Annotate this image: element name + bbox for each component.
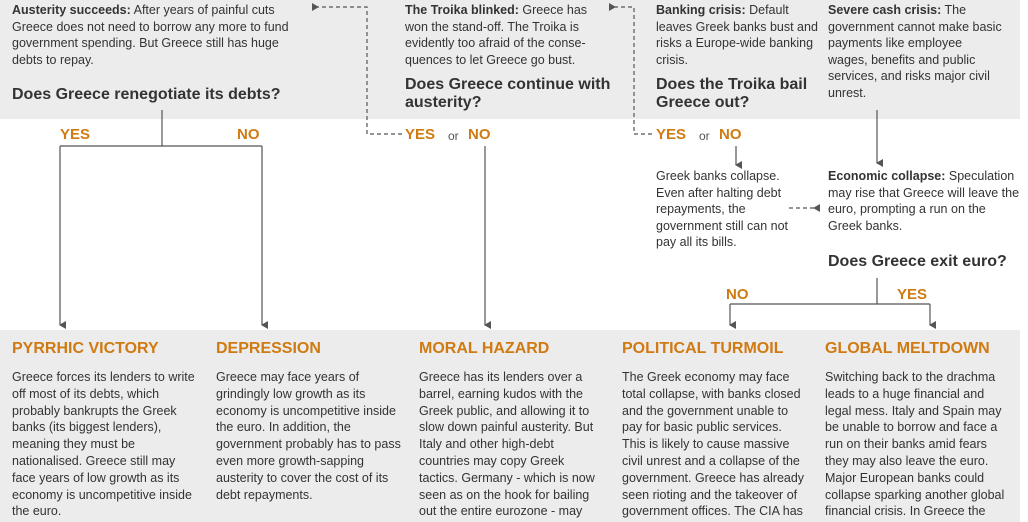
economic-collapse-text: Economic collapse: Speculation may rise that Greece will leave the euro, prompting a run on the Greek banks. xyxy=(828,169,1020,233)
austerity-yes: YES xyxy=(405,126,436,143)
banking-crisis-text: Banking crisis: Default leaves Greek banks bust and risks a Europe-wide banking crisis. xyxy=(656,3,818,67)
outcome-title-political-turmoil: POLITICAL TURMOIL xyxy=(622,340,784,357)
exit-yes: YES xyxy=(897,286,928,303)
bailout-yes: YES xyxy=(656,126,687,143)
exit-no: NO xyxy=(726,286,749,303)
outcome-text-pyrrhic-victory: Greece forces its lenders to write off most of its debts, which probably bankrupts the Greek banks (its biggest lenders), meaning they must be nationalised. Greece still may face years of low growth as its economy is uncompetitive inside the euro. xyxy=(12,370,195,519)
austerity-no: NO xyxy=(468,126,491,143)
troika-blinked-text: The Troika blinked: Greece has won the stand-off. The Troika is evidently too afraid of the conse- quences to let Greece go bust. xyxy=(405,3,588,67)
bailout-no: NO xyxy=(719,126,742,143)
outcome-text-global-meltdown: Switching back to the drachma leads to a huge financial and legal mess. Italy and Spain may be unable to borrow and face a run on their banks amid fears they may also leave the euro. Major European banks could collapse sparking another global financial crisis. In Greece the xyxy=(825,370,1005,519)
cash-crisis-text: Severe cash crisis: The government cannot make basic payments like employee wages, benefits and public services, and risks major civil unrest. xyxy=(828,3,1002,100)
outcome-text-depression: Greece may face years of grindingly low growth as its economy is uncompetitive inside the euro. In addition, the government probably has to pass even more growth-sapping austerity to cover the cost of its debt repayments. xyxy=(216,370,401,502)
question-renegotiate: Does Greece renegotiate its debts? xyxy=(12,86,281,103)
question-continue-austerity: Does Greece continue with austerity? xyxy=(405,76,611,111)
outcome-title-depression: DEPRESSION xyxy=(216,340,321,357)
outcome-title-moral-hazard: MORAL HAZARD xyxy=(419,340,550,357)
outcome-title-global-meltdown: GLOBAL MELTDOWN xyxy=(825,340,990,357)
renegotiate-no: NO xyxy=(237,126,260,143)
renegotiate-yes: YES xyxy=(60,126,91,143)
bank-collapse-text: Greek banks collapse. Even after halting debt repayments, the government still can not pay all its bills. xyxy=(656,169,789,249)
austerity-succeeds-text: Austerity succeeds: After years of painful cuts Greece does not need to borrow any more to fund government spending. But Greece still has huge debts to repay. xyxy=(12,3,289,67)
outcome-text-moral-hazard: Greece has its lenders over a barrel, earning kudos with the Greek public, and allowing it to slow down painful austerity. But Italy and other high-debt countries may copy Greek tactics. Germany - which is now seen as on the hook for bailing out the entire eurozone - may xyxy=(419,370,595,519)
question-troika-bail: Does the Troika bail Greece out? xyxy=(656,76,808,111)
outcome-text-political-turmoil: The Greek economy may face total collapse, with banks closed and the government unable to pay for basic public services. This is likely to cause massive civil unrest and a collapse of the government. Greece has already seen rioting and the takeover of government offices. The CIA has xyxy=(622,370,805,519)
bailout-or: or xyxy=(699,129,710,143)
outcome-title-pyrrhic-victory: PYRRHIC VICTORY xyxy=(12,340,159,357)
question-exit-euro: Does Greece exit euro? xyxy=(828,253,1007,270)
austerity-or: or xyxy=(448,129,459,143)
